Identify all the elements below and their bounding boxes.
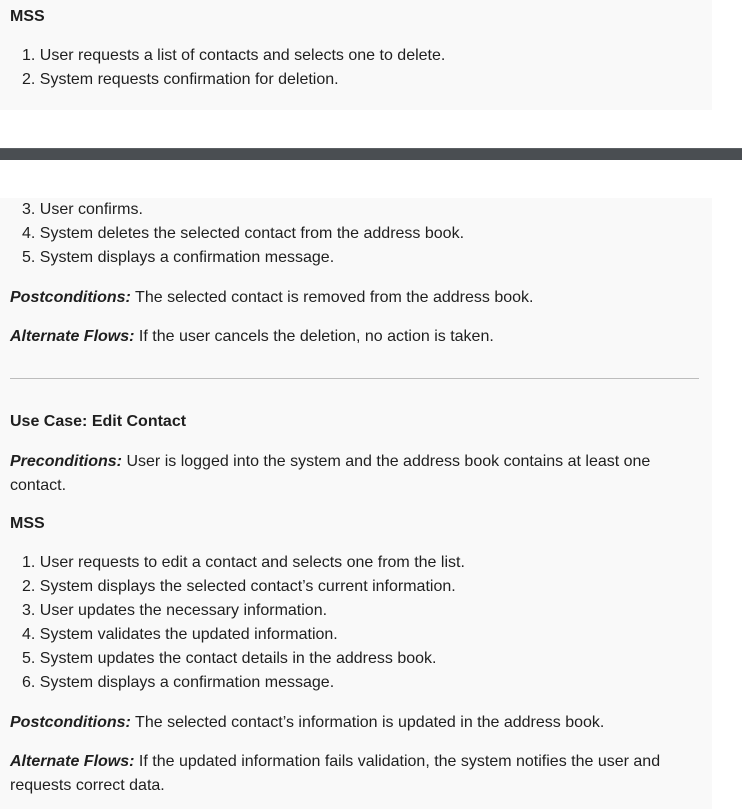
mss-heading-edit: MSS	[10, 515, 45, 532]
horizontal-rule	[10, 378, 699, 379]
preconditions-label: Preconditions:	[10, 453, 123, 470]
list-item: 2. System displays the selected contact’s current information.	[22, 578, 456, 595]
list-item: 2. System requests confirmation for deletion.	[22, 71, 339, 88]
postconditions-text: The selected contact’s information is updated in the address book.	[130, 714, 605, 731]
mss-heading-top: MSS	[10, 8, 45, 25]
postconditions-edit	[10, 711, 700, 735]
preconditions-text: User is logged into the system and the address book contains at least one contact.	[10, 453, 651, 494]
list-item: 6. System displays a confirmation message.	[22, 674, 335, 691]
alternate-flows-text: If the user cancels the deletion, no action is taken.	[134, 328, 494, 345]
list-item: 3. User confirms.	[22, 201, 143, 218]
postconditions-delete	[10, 286, 700, 310]
list-item: 1. User requests to edit a contact and selects one from the list.	[22, 554, 465, 571]
list-item: 4. System deletes the selected contact from the address book.	[22, 225, 465, 242]
list-item: 4. System validates the updated information.	[22, 626, 338, 643]
postconditions-text: The selected contact is removed from the address book.	[130, 289, 534, 306]
use-case-title: Use Case: Edit Contact	[10, 413, 187, 430]
postconditions-label: Postconditions:	[10, 289, 131, 306]
list-item: 3. User updates the necessary information.	[22, 602, 328, 619]
alternate-flows-label: Alternate Flows:	[10, 753, 135, 770]
alternate-flows-edit	[10, 750, 700, 798]
alternate-flows-delete	[10, 325, 700, 349]
preconditions-edit	[10, 450, 700, 498]
alternate-flows-text: If the updated information fails validation, the system notifies the user and requests correct data.	[10, 753, 661, 794]
list-item: 5. System updates the contact details in the address book.	[22, 650, 437, 667]
window-divider-bar	[0, 148, 742, 160]
list-item: 1. User requests a list of contacts and selects one to delete.	[22, 47, 446, 64]
alternate-flows-label: Alternate Flows:	[10, 328, 135, 345]
list-item: 5. System displays a confirmation message.	[22, 249, 335, 266]
postconditions-label: Postconditions:	[10, 714, 131, 731]
